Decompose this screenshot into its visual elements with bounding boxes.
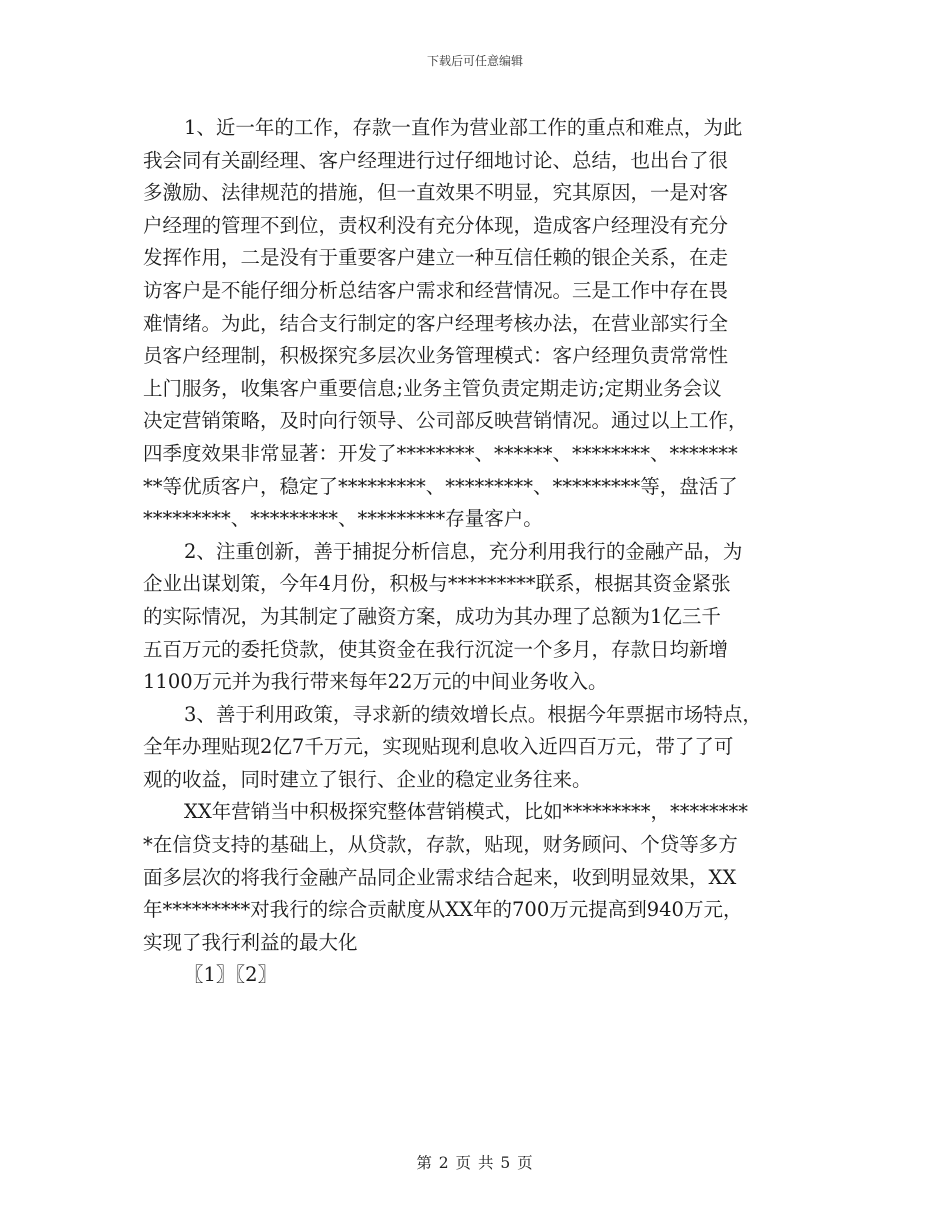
text-line: 1、近一年的工作，存款一直作为营业部工作的重点和难点，为此 [184,116,743,139]
page-number: 第 2 页 共 5 页 [416,1154,534,1172]
text-line: 的实际情况，为其制定了融资方案，成功为其办理了总额为1亿三千 [143,604,721,628]
text-line: XX年营销当中积极探究整体营销模式，比如*********，******** [184,800,749,824]
text-line: 发挥作用，二是没有于重要客户建立一种互信任赖的银企关系，在走 [143,246,729,270]
text-line: 四季度效果非常显著：开发了********、******、********、******* [143,441,738,465]
text-line: 员客户经理制，积极探究多层次业务管理模式：客户经理负责常常性 [143,344,729,368]
text-line: 决定营销策略，及时向行领导、公司部反映营销情况。通过以上工作， [143,409,748,433]
text-line: 访客户是不能仔细分析总结客户需求和经营情况。三是工作中存在畏 [143,278,729,302]
text-line: *********、*********、*********存量客户。 [143,507,543,531]
text-line: 面多层次的将我行金融产品同企业需求结合起来，收到明显效果，XX [143,865,737,889]
text-line: 上门服务，收集客户重要信息;业务主管负责定期走访;定期业务会议 [143,376,722,400]
text-line: 1100万元并为我行带来每年22万元的中间业务收入。 [143,670,608,694]
text-line: 五百万元的委托贷款，使其资金在我行沉淀一个多月，存款日均新增 [143,637,729,661]
text-line: 全年办理贴现2亿7千万元，实现贴现利息收入近四百万元，带了了可 [143,735,734,759]
document-body [143,112,813,992]
text-line: **等优质客户，稳定了*********、*********、*********等，盘活了 [143,474,738,498]
text-line: 年*********对我行的综合贡献度从XX年的700万元提高到940万元， [143,898,743,922]
text-line: 3、善于利用政策，寻求新的绩效增长点。根据今年票据市场特点， [184,702,762,726]
text-line: *在信贷支持的基础上，从贷款，存款，贴现，财务顾问、个贷等多方 [143,833,738,857]
text-line: 多激励、法律规范的措施，但一直效果不明显，究其原因，一是对客 [143,181,729,205]
text-line: 实现了我行利益的最大化 [143,930,358,954]
text-line: 户经理的管理不到位，责权利没有充分体现，造成客户经理没有充分 [143,213,729,237]
text-line: 〖1〗〖2〗 [184,963,278,987]
text-line: 2、注重创新，善于捕捉分析信息，充分利用我行的金融产品，为 [184,539,743,563]
text-line: 观的收益，同时建立了银行、企业的稳定业务往来。 [143,767,592,791]
page-header: 下载后可任意编辑 [426,54,523,68]
text-line: 难情绪。为此，结合支行制定的客户经理考核办法，在营业部实行全 [143,311,729,335]
text-line: 企业出谋划策，今年4月份，积极与*********联系，根据其资金紧张 [143,572,731,596]
text-line: 我会同有关副经理、客户经理进行过仔细地讨论、总结，也出台了很 [143,148,729,172]
